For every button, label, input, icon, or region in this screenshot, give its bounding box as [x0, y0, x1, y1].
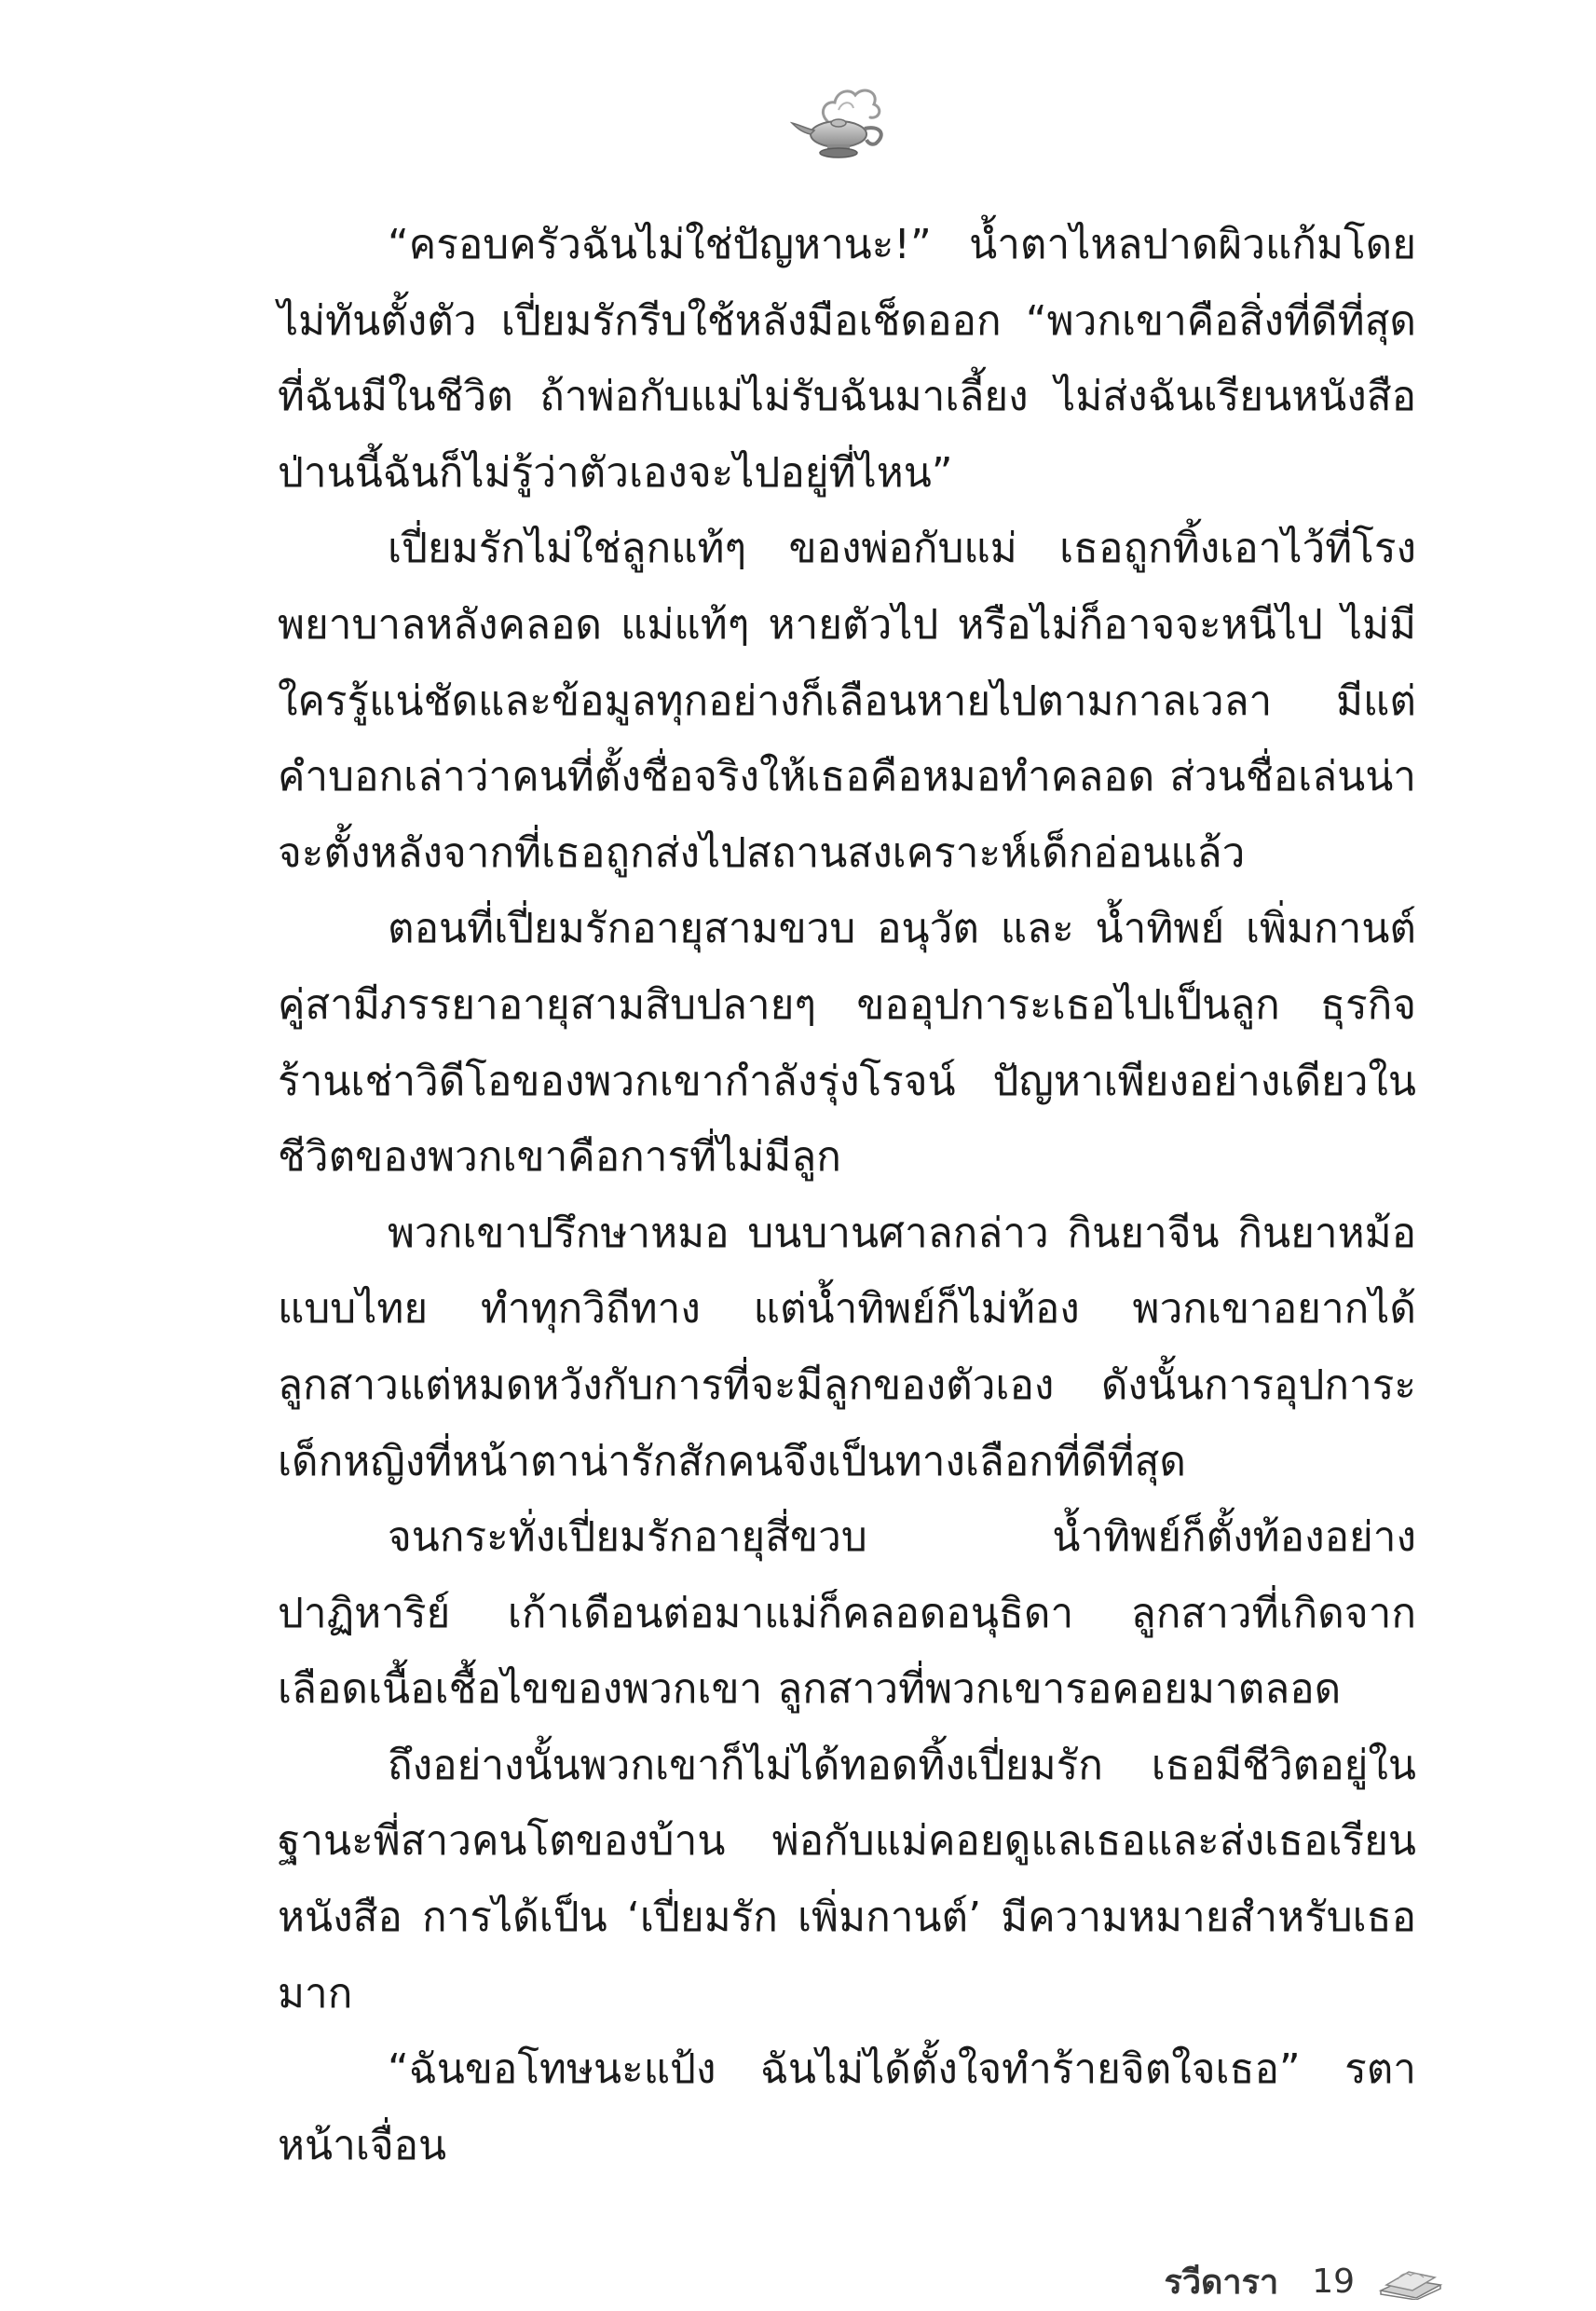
- paragraph: ตอนที่เปี่ยมรักอายุสามขวบ อนุวัต และ น้ำทิพย์ เพิ่มกานต์ คู่สามีภรรยาอายุสามสิบปลายๆ ขออุปการะเธอไปเป็นลูก ธุรกิจร้านเช่าวิดีโอของพวกเขากำลังรุ่งโรจน์ ปัญหาเพียงอย่างเดียวในชีวิตของพวกเขาคือการที่ไม่มีลูก: [278, 905, 1416, 1182]
- magic-lamp-icon: [790, 73, 893, 166]
- book-title: รวีดารา: [1164, 2263, 1279, 2302]
- paragraph: จนกระทั่งเปี่ยมรักอายุสี่ขวบ น้ำทิพย์ก็ตั้งท้องอย่างปาฏิหาริย์ เก้าเดือนต่อมาแม่ก็คลอดอนุธิดา ลูกสาวที่เกิดจากเลือดเนื้อเชื้อไขของพวกเขา ลูกสาวที่พวกเขารอคอยมาตลอด: [278, 1513, 1416, 1714]
- paragraph: “ครอบครัวฉันไม่ใช่ปัญหานะ!” น้ำตาไหลปาดผิวแก้มโดยไม่ทันตั้งตัว เปี่ยมรักรีบใช้หลังมือเช็ดออก “พวกเขาคือสิ่งที่ดีที่สุดที่ฉันมีในชีวิต ถ้าพ่อกับแม่ไม่รับฉันมาเลี้ยง ไม่ส่งฉันเรียนหนังสือป่านนี้ฉันก็ไม่รู้ว่าตัวเองจะไปอยู่ที่ไหน”: [278, 221, 1416, 497]
- paragraph: ถึงอย่างนั้นพวกเขาก็ไม่ได้ทอดทิ้งเปี่ยมรัก เธอมีชีวิตอยู่ในฐานะพี่สาวคนโตของบ้าน พ่อกับแม่คอยดูแลเธอและส่งเธอเรียนหนังสือ การได้เป็น ‘เปี่ยมรัก เพิ่มกานต์’ มีความหมายสำหรับเธอมาก: [278, 1741, 1416, 2017]
- body-text: [278, 207, 1416, 2183]
- paragraph: เปี่ยมรักไม่ใช่ลูกแท้ๆ ของพ่อกับแม่ เธอถูกทิ้งเอาไว้ที่โรงพยาบาลหลังคลอด แม่แท้ๆ หายตัวไป หรือไม่ก็อาจจะหนีไป ไม่มีใครรู้แน่ชัดและข้อมูลทุกอย่างก็เลือนหายไปตามกาลเวลา มีแต่คำบอกเล่าว่าคนที่ตั้งชื่อจริงให้เธอคือหมอทำคลอด ส่วนชื่อเล่นน่าจะตั้งหลังจากที่เธอถูกส่งไปสถานสงเคราะห์เด็กอ่อนแล้ว: [278, 525, 1417, 877]
- page-footer: [1109, 2253, 1444, 2309]
- paragraph: “ฉันขอโทษนะแป้ง ฉันไม่ได้ตั้งใจทำร้ายจิตใจเธอ” รตาหน้าเจื่อน: [278, 2045, 1416, 2169]
- open-book-icon: [1377, 2263, 1444, 2300]
- page-number: 19: [1312, 2262, 1355, 2301]
- paragraph: พวกเขาปรึกษาหมอ บนบานศาลกล่าว กินยาจีน กินยาหม้อแบบไทย ทำทุกวิถีทาง แต่น้ำทิพย์ก็ไม่ท้อง พวกเขาอยากได้ลูกสาวแต่หมดหวังกับการที่จะมีลูกของตัวเอง ดังนั้นการอุปการะเด็กหญิงที่หน้าตาน่ารักสักคนจึงเป็นทางเลือกที่ดีที่สุด: [278, 1209, 1416, 1485]
